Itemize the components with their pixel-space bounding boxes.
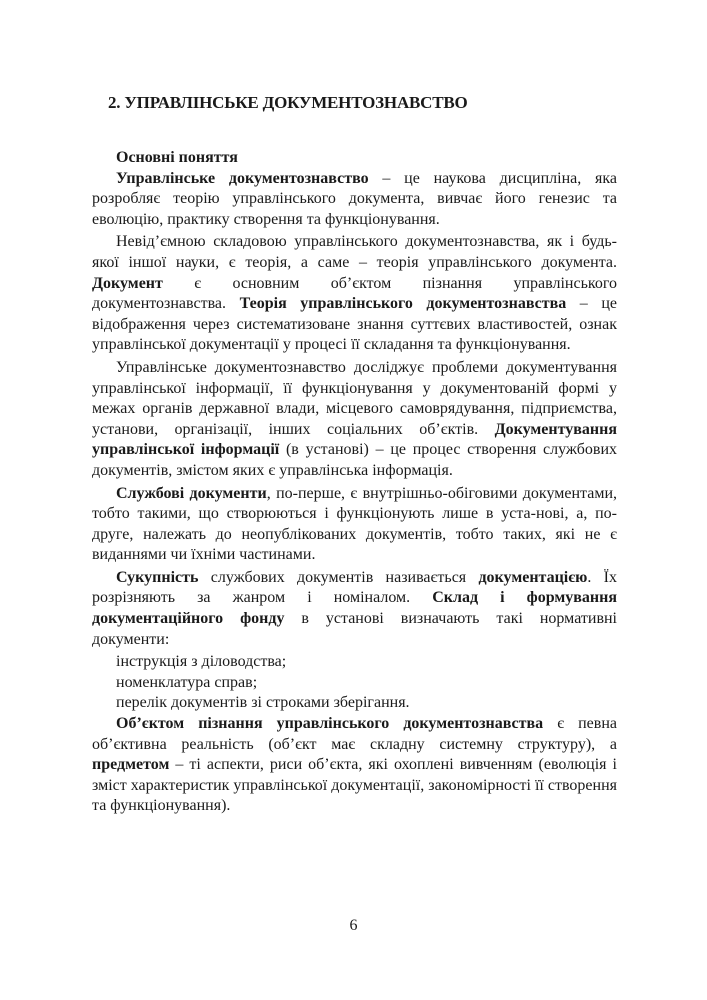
paragraph-official-docs [92, 484, 617, 566]
paragraph-text: службових документів називається [198, 568, 479, 586]
chapter-title: 2. УПРАВЛІНСЬКЕ ДОКУМЕНТОЗНАВСТВО [108, 93, 468, 112]
term-official-docs: Службові документи [116, 484, 267, 502]
term-documentation: документацією [478, 568, 588, 586]
paragraph-object-subject [92, 714, 617, 817]
section-heading: Основні поняття [116, 149, 238, 166]
paragraph-documenting [92, 358, 617, 482]
paragraph-text: , по-перше, є внутрішньо-обіговими документами, тобто такими, що створюються і функціонують лише в уста-нові, а, по-друге, належать до неопублікованих документів, тобто таких, які не є виданнями чи їхніми частинами. [92, 484, 618, 564]
paragraph-text: – ті аспекти, риси об’єкта, які охоплені вивченням (еволюція і зміст характеристик управлінської документації, закономірності її створення та функціонування). [92, 756, 617, 815]
paragraph-text: є певна об’єктивна реальність (об’єкт має складну системну структуру), а [92, 715, 617, 753]
normative-docs-list [92, 652, 617, 714]
term-theory: Теорія управлінського документознавства [239, 295, 567, 313]
term-fund: Склад і формування документаційного фонду [92, 589, 617, 628]
paragraph-text: . Їх розрізняють за жанром і номіналом. [92, 568, 618, 607]
paragraph-theory [92, 232, 617, 356]
term-document: Документ [92, 274, 163, 292]
page-content [92, 148, 617, 819]
paragraph-text: Управлінське документознавство досліджує проблеми документування управлінської інформації, її функціонування у документованій формі у межах органів державної влади, місцевого самоврядування, підприємства, установи, організації, інших соціальних об’єктів. [92, 358, 617, 438]
paragraph-text: Невід’ємною складовою управлінського документознавства, як і будь-якої іншої науки, є теорія, а саме – теорія управлінського документа. [92, 233, 617, 271]
list-item: перелік документів зі строками зберігання. [116, 694, 410, 712]
paragraph-definition [92, 169, 617, 231]
list-item: інструкція з діловодства; [116, 653, 287, 671]
paragraph-text: (в установі) – це процес створення службових документів, змістом яких є управлінська інформація. [92, 441, 618, 479]
list-item: номенклатура справ; [116, 673, 258, 691]
term-management-docs: Управлінське документознавство [116, 169, 369, 187]
paragraph-documentation [92, 568, 617, 650]
paragraph-text: – це відображення через систематизоване знання суттєвих властивостей, ознак управлінської документації у процесі її складання та функціонування. [92, 295, 617, 354]
page-number: 6 [349, 917, 358, 934]
term-aggregate: Сукупність [116, 568, 199, 586]
term-object: Об’єктом пізнання управлінського документознавства [116, 715, 544, 733]
paragraph-text: є основним об’єктом пізнання управлінського документознавства. [92, 274, 617, 313]
term-documenting: Документування управлінської інформації [92, 420, 617, 459]
paragraph-text: в установі визначають такі нормативні документи: [92, 610, 618, 648]
term-subject: предметом [92, 756, 170, 774]
paragraph-text: – це наукова дисципліна, яка розробляє теорію управлінського документа, вивчає його генезис та еволюцію, практику створення та функціонування. [92, 169, 618, 228]
